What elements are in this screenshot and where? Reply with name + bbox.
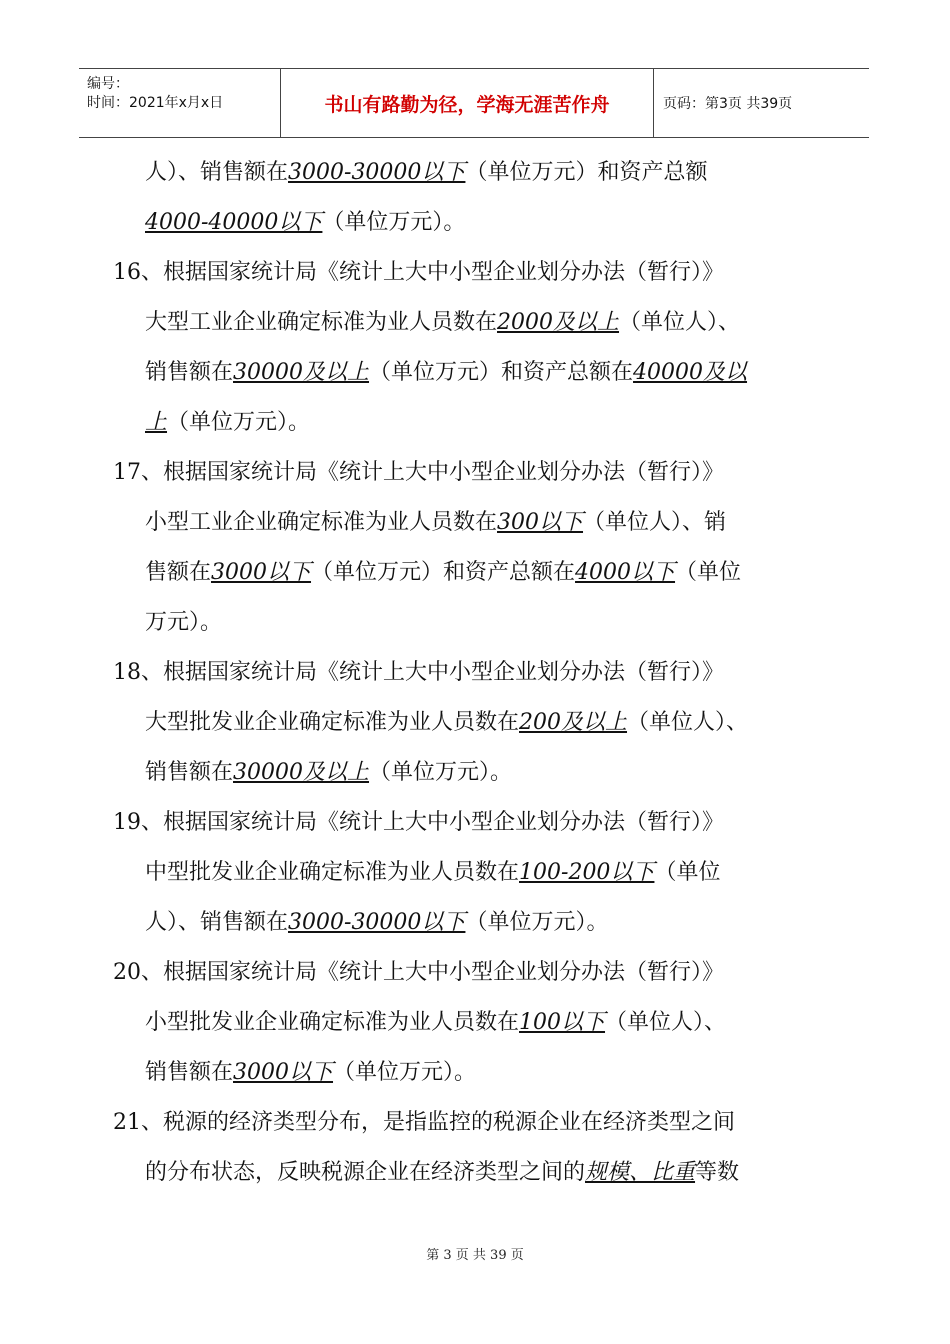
paragraph-line xyxy=(145,858,720,888)
paragraph-line xyxy=(145,1158,739,1188)
text-span: 人）、销售额在 xyxy=(145,160,289,185)
text-span: （单位人）、 xyxy=(627,710,749,735)
underlined-answer: 30000及以上 xyxy=(233,760,370,785)
text-span: 小型工业企业确定标准为业人员数在 xyxy=(145,510,498,535)
page-header xyxy=(79,68,869,138)
text-span: 的分布状态，反映税源企业在经济类型之间的 xyxy=(145,1160,586,1185)
numbered-paragraph-line xyxy=(113,958,724,988)
underlined-answer: 4000以下 xyxy=(575,560,676,585)
header-divider xyxy=(653,69,654,137)
underlined-answer: 4000-40000以下 xyxy=(145,210,323,235)
paragraph-line xyxy=(145,758,512,788)
text-span: 销售额在 xyxy=(145,760,234,785)
header-meta xyxy=(79,69,280,137)
paragraph-line xyxy=(145,208,465,238)
header-motto: 书山有路勤为径，学海无涯苦作舟 xyxy=(324,93,610,116)
page-footer: 第 3 页 共 39 页 xyxy=(426,1248,524,1263)
serial-label: 编号： xyxy=(87,76,129,92)
text-span: 17、根据国家统计局《统计上大中小型企业划分办法（暂行）》 xyxy=(113,460,724,485)
underlined-answer: 30000及以上 xyxy=(233,360,370,385)
underlined-answer: 规模、比重 xyxy=(585,1160,696,1185)
text-span: 等数 xyxy=(695,1160,740,1185)
text-span: 销售额在 xyxy=(145,1060,234,1085)
underlined-answer: 300以下 xyxy=(497,510,584,535)
text-span: 大型工业企业确定标准为业人员数在 xyxy=(145,310,498,335)
text-span: 中型批发业企业确定标准为业人员数在 xyxy=(145,860,520,885)
numbered-paragraph-line xyxy=(113,258,724,288)
underlined-answer: 3000以下 xyxy=(233,1060,334,1085)
text-span: （单位万元）和资产总额 xyxy=(465,160,708,185)
underlined-answer: 上 xyxy=(145,410,168,435)
text-span: 16、根据国家统计局《统计上大中小型企业划分办法（暂行）》 xyxy=(113,260,724,285)
paragraph-line xyxy=(145,508,726,538)
paragraph-line xyxy=(145,358,747,388)
numbered-paragraph-line xyxy=(113,808,724,838)
text-span: 21、税源的经济类型分布，是指监控的税源企业在经济类型之间 xyxy=(113,1110,735,1135)
text-span: （单位 xyxy=(654,860,721,885)
text-span: （单位万元）。 xyxy=(333,1060,477,1085)
text-span: （单位人）、 xyxy=(619,310,741,335)
paragraph-line xyxy=(145,558,741,588)
paragraph-line xyxy=(145,1008,726,1038)
text-span: 人）、销售额在 xyxy=(145,910,289,935)
paragraph-line xyxy=(145,308,740,338)
underlined-answer: 100-200以下 xyxy=(519,860,655,885)
numbered-paragraph-line xyxy=(113,1108,735,1138)
time-label: 时间：2021年x月x日 xyxy=(87,95,224,111)
text-span: 19、根据国家统计局《统计上大中小型企业划分办法（暂行）》 xyxy=(113,810,724,835)
text-span: （单位万元）。 xyxy=(322,210,466,235)
underlined-answer: 40000及以 xyxy=(633,360,748,385)
text-span: 18、根据国家统计局《统计上大中小型企业划分办法（暂行）》 xyxy=(113,660,724,685)
text-span: 万元）。 xyxy=(145,610,223,635)
text-span: （单位人）、 xyxy=(605,1010,727,1035)
text-span: （单位万元）和资产总额在 xyxy=(311,560,576,585)
underlined-answer: 3000-30000以下 xyxy=(288,160,466,185)
underlined-answer: 200及以上 xyxy=(519,710,628,735)
paragraph-line xyxy=(145,408,310,438)
text-span: 售额在 xyxy=(145,560,212,585)
numbered-paragraph-line xyxy=(113,458,724,488)
numbered-paragraph-line xyxy=(113,658,724,688)
paragraph-line xyxy=(145,1058,476,1088)
text-span: （单位 xyxy=(675,560,742,585)
text-span: 小型批发业企业确定标准为业人员数在 xyxy=(145,1010,520,1035)
text-span: （单位万元）和资产总额在 xyxy=(369,360,634,385)
text-span: （单位万元）。 xyxy=(369,760,513,785)
paragraph-line xyxy=(145,908,608,938)
paragraph-line xyxy=(145,708,748,738)
text-span: （单位万元）。 xyxy=(167,410,311,435)
underlined-answer: 2000及以上 xyxy=(497,310,620,335)
text-span: （单位万元）。 xyxy=(465,910,609,935)
text-span: 20、根据国家统计局《统计上大中小型企业划分办法（暂行）》 xyxy=(113,960,724,985)
paragraph-line xyxy=(145,608,222,638)
underlined-answer: 3000以下 xyxy=(211,560,312,585)
text-span: 大型批发业企业确定标准为业人员数在 xyxy=(145,710,520,735)
header-page-info: 页码：第3页 共39页 xyxy=(663,96,793,112)
text-span: （单位人）、销 xyxy=(583,510,727,535)
underlined-answer: 100以下 xyxy=(519,1010,606,1035)
text-span: 销售额在 xyxy=(145,360,234,385)
paragraph-line xyxy=(145,158,707,188)
underlined-answer: 3000-30000以下 xyxy=(288,910,466,935)
